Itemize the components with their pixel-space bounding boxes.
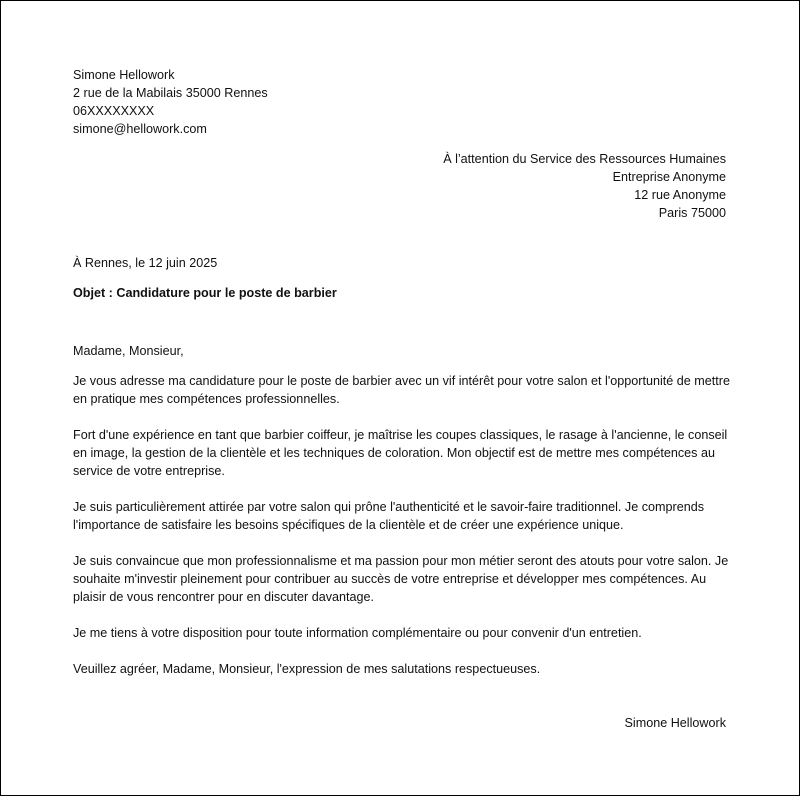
signature: Simone Hellowork [624, 716, 726, 730]
letter-body [73, 372, 733, 678]
date-line: À Rennes, le 12 juin 2025 [73, 256, 218, 270]
body-paragraph: Je vous adresse ma candidature pour le poste de barbier avec un vif intérêt pour votre salon et l'opportunité de mettre en pratique mes compétences professionnelles. [73, 374, 730, 406]
sender-block [73, 66, 268, 138]
sender-email: simone@hellowork.com [73, 122, 207, 136]
subject-line: Objet : Candidature pour le poste de barbier [73, 286, 337, 300]
sender-phone: 06XXXXXXXX [73, 104, 155, 118]
recipient-block [443, 150, 726, 222]
body-paragraph: Je me tiens à votre disposition pour toute information complémentaire ou pour convenir d'un entretien. [73, 626, 642, 640]
body-paragraph: Fort d'une expérience en tant que barbier coiffeur, je maîtrise les coupes classiques, le rasage à l'ancienne, le conseil en image, la gestion de la clientèle et les techniques de coloration. Mon objectif est de mettre mes compétences au service de votre entreprise. [73, 428, 728, 478]
sender-name: Simone Hellowork [73, 68, 175, 82]
body-paragraph: Je suis convaincue que mon professionnalisme et ma passion pour mon métier seront des atouts pour votre salon. Je souhaite m'investir pleinement pour contribuer au succès de votre entreprise et développer mes compétences. Au plaisir de vous rencontrer pour en discuter davantage. [73, 554, 729, 604]
closing-paragraph: Veuillez agréer, Madame, Monsieur, l'expression de mes salutations respectueuses. [73, 662, 541, 676]
salutation: Madame, Monsieur, [73, 344, 184, 358]
body-paragraph: Je suis particulièrement attirée par votre salon qui prône l'authenticité et le savoir-faire traditionnel. Je comprends l'importance de satisfaire les besoins spécifiques de la clientèle et de créer une expérience unique. [73, 500, 705, 532]
recipient-street: 12 rue Anonyme [634, 188, 726, 202]
recipient-company: Entreprise Anonyme [612, 170, 726, 184]
recipient-attention: À l’attention du Service des Ressources Humaines [443, 152, 726, 166]
sender-address: 2 rue de la Mabilais 35000 Rennes [73, 86, 268, 100]
recipient-city: Paris 75000 [658, 206, 726, 220]
